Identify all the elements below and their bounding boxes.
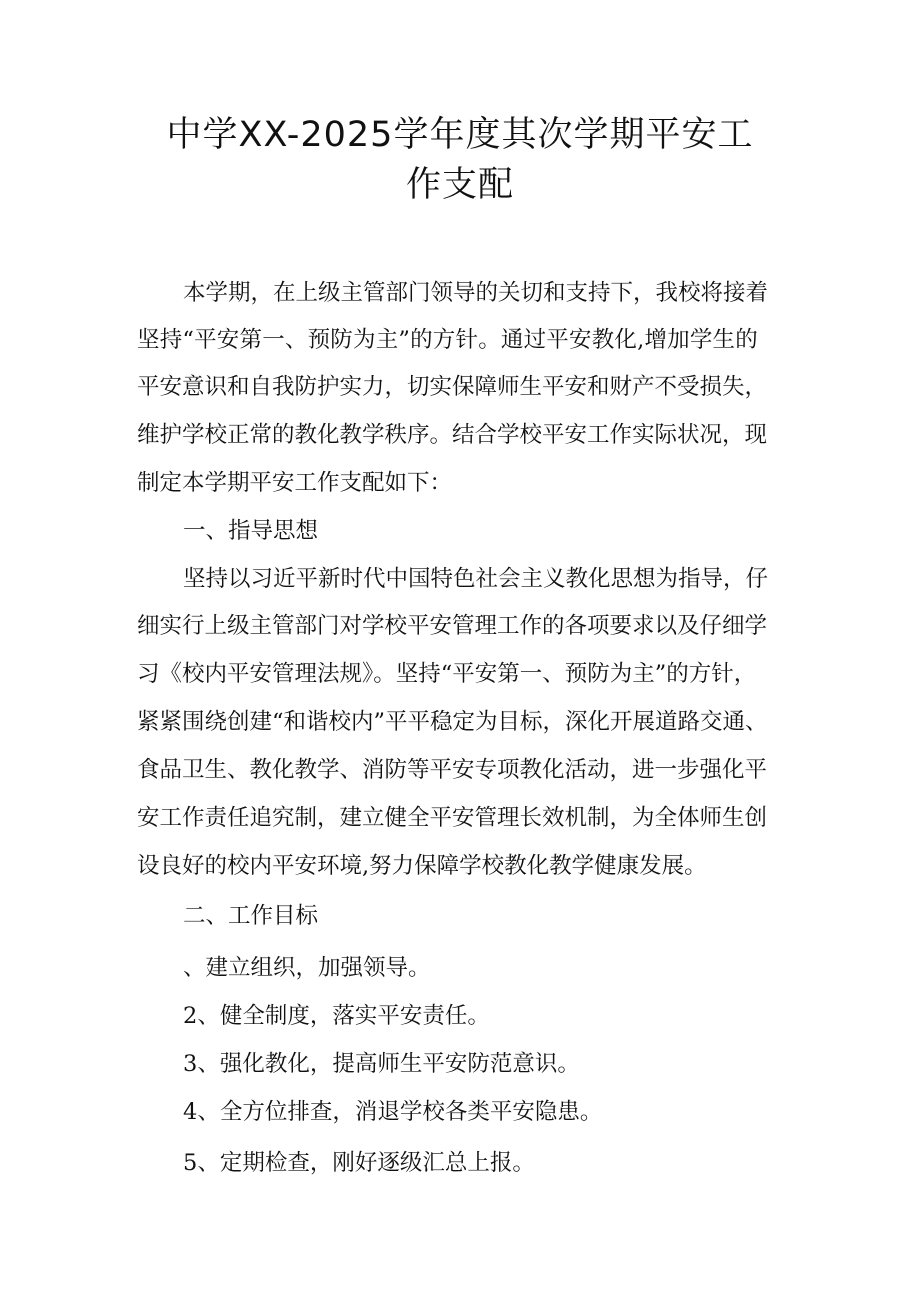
section1-line: 习《校内平安管理法规》。坚持“平安第一、预防为主”的方针，: [137, 661, 757, 687]
goal-item: 4、全方位排查，消退学校各类平安隐患。: [183, 1099, 603, 1125]
title-line: 作支配: [405, 165, 514, 205]
title-line: 中学XX-2025学年度其次学期平安工: [166, 115, 754, 155]
intro-line: 维护学校正常的教化教学秩序。结合学校平安工作实际状况，现: [137, 422, 768, 448]
goal-item: 5、定期检查，刚好逐级汇总上报。: [183, 1150, 535, 1176]
section-heading-work-goals: 二、工作目标: [183, 903, 319, 929]
goal-item: 3、强化教化，提高师生平安防范意识。: [183, 1051, 580, 1077]
goal-item: 、建立组织，加强领导。: [183, 955, 431, 981]
intro-line: 本学期，在上级主管部门领导的关切和支持下，我校将接着: [183, 280, 769, 306]
intro-line: 制定本学期平安工作支配如下：: [137, 470, 453, 496]
section1-line: 细实行上级主管部门对学校平安管理工作的各项要求以及仔细学: [137, 613, 768, 639]
document-title: [120, 110, 800, 210]
intro-line: 坚持“平安第一、预防为主”的方针。通过平安教化,增加学生的: [137, 327, 758, 353]
intro-line: 平安意识和自我防护实力，切实保障师生平安和财产不受损失，: [137, 374, 768, 400]
goal-item: 2、健全制度，落实平安责任。: [183, 1003, 490, 1029]
section1-line: 坚持以习近平新时代中国特色社会主义教化思想为指导，仔: [183, 566, 769, 592]
section1-line: 设良好的校内平安环境,努力保障学校教化教学健康发展。: [137, 853, 707, 879]
section-heading-guiding-ideology: 一、指导思想: [183, 518, 319, 544]
section1-line: 安工作责任追究制，建立健全平安管理长效机制，为全体师生创: [137, 805, 768, 831]
section1-line: 紧紧围绕创建“和谐校内”平平稳定为目标，深化开展道路交通、: [137, 709, 768, 735]
section1-line: 食品卫生、教化教学、消防等平安专项教化活动，进一步强化平: [137, 757, 768, 783]
